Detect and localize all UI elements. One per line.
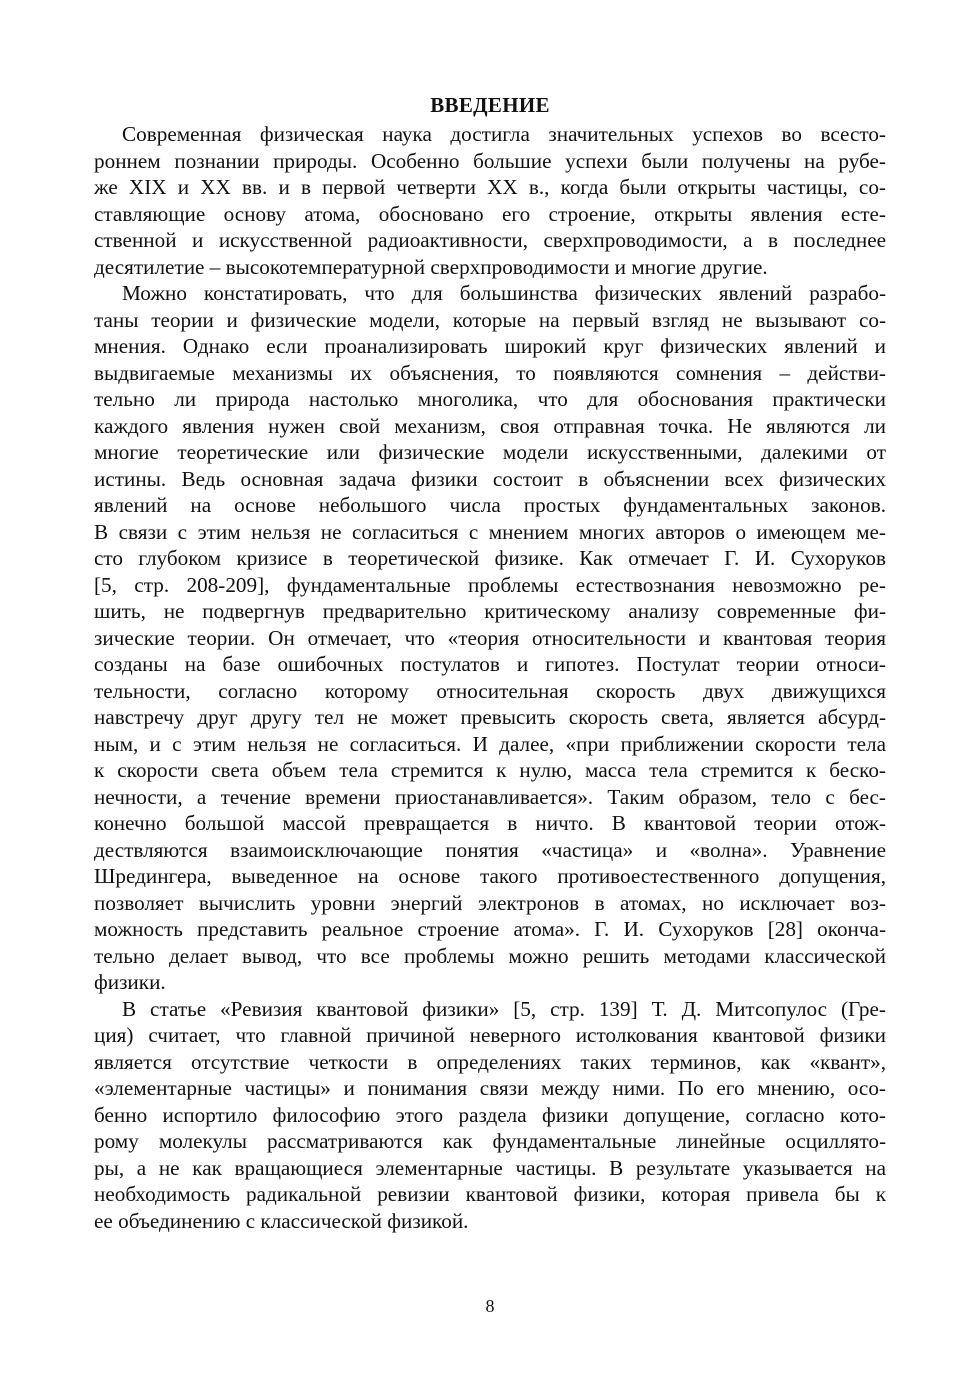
text-line: тельности, согласно которому относительная скорость двух движущихся <box>94 678 886 703</box>
text-line: сто глубоком кризисе в теоретической физике. Как отмечает Г. И. Сухоруков <box>94 546 886 570</box>
text-line: каждого явления нужен свой механизм, своя отправная точка. Не являются ли <box>94 413 886 438</box>
text-line: В связи с этим нельзя не согласиться с мнением многих авторов о имеющем ме- <box>94 519 886 544</box>
text-line: тельно делает вывод, что все проблемы можно решить методами классической <box>94 943 886 968</box>
text-line: позволяет вычислить уровни энергий электронов в атомах, но исключает воз- <box>94 890 886 915</box>
text-line: В статье «Ревизия квантовой физики» [5, стр. 139] Т. Д. Митсопулос (Гре- <box>122 996 886 1021</box>
page-title: ВВЕДЕНИЕ <box>430 93 550 117</box>
text-line: явлений на основе небольшого числа простых фундаментальных законов. <box>94 493 886 517</box>
text-line: является отсутствие четкости в определениях таких терминов, как «квант», <box>94 1049 886 1074</box>
text-line: «элементарные частицы» и понимания связи между ними. По его мнению, осо- <box>94 1076 886 1100</box>
text-line: Современная физическая наука достигла значительных успехов во всесто- <box>122 122 886 146</box>
text-line: нечности, а течение времени приостанавливается». Таким образом, тело с бес- <box>94 784 886 809</box>
text-line: рому молекулы рассматриваются как фундаментальные линейные осциллято- <box>94 1129 886 1153</box>
paragraph <box>94 280 886 996</box>
text-line: десятилетие – высокотемпературной сверхпроводимости и многие другие. <box>94 254 768 279</box>
text-line: дествляются взаимоисключающие понятия «частица» и «волна». Уравнение <box>94 837 886 862</box>
text-line: можность представить реальное строение атома». Г. И. Сухоруков [28] оконча- <box>94 917 886 941</box>
text-line: зические теории. Он отмечает, что «теория относительности и квантовая теория <box>94 625 886 650</box>
text-line: ция) считает, что главной причиной неверного истолкования квантовой физики <box>94 1023 886 1047</box>
text-line: мнения. Однако если проанализировать широкий круг физических явлений и <box>94 334 886 358</box>
text-line: Шредингера, выведенное на основе такого противоестественного допущения, <box>94 864 886 888</box>
page-number: 8 <box>485 1296 495 1316</box>
document-page <box>94 92 886 1234</box>
text-line: к скорости света объем тела стремится к нулю, масса тела стремится к беско- <box>94 758 886 782</box>
text-line: таны теории и физические модели, которые на первый взгляд не вызывают со- <box>94 307 886 332</box>
text-line: необходимость радикальной ревизии квантовой физики, которая привела бы к <box>94 1182 886 1206</box>
text-line: навстречу друг другу тел не может превысить скорость света, является абсурд- <box>94 705 886 729</box>
text-line: Можно констатировать, что для большинства физических явлений разрабо- <box>122 281 886 305</box>
text-line: бенно испортило философию этого раздела физики допущение, согласно кото- <box>94 1102 886 1127</box>
text-line: ее объединению с классической физикой. <box>94 1208 469 1233</box>
text-line: многие теоретические или физические модели искусственными, далекими от <box>94 440 886 464</box>
text-line: созданы на базе ошибочных постулатов и гипотез. Постулат теории относи- <box>94 652 886 676</box>
text-line: конечно большой массой превращается в ничто. В квантовой теории отож- <box>94 811 886 835</box>
text-line: истины. Ведь основная задача физики состоит в объяснении всех физических <box>94 466 886 491</box>
text-line: ры, а не как вращающиеся элементарные частицы. В результате указывается на <box>94 1155 886 1180</box>
paragraph <box>94 121 886 280</box>
text-line: тельно ли природа настолько многолика, что для обоснования практически <box>94 387 886 411</box>
text-line: выдвигаемые механизмы их объяснения, то появляются сомнения – действи- <box>94 360 886 385</box>
paragraph <box>94 996 886 1235</box>
text-line: ным, и с этим нельзя не согласиться. И далее, «при приближении скорости тела <box>94 731 886 756</box>
text-line: физики. <box>94 970 166 994</box>
text-line: ственной и искусственной радиоактивности, сверхпроводимости, а в последнее <box>94 228 886 252</box>
text-line: [5, стр. 208-209], фундаментальные проблемы естествознания невозможно ре- <box>94 572 886 597</box>
text-line: шить, не подвергнув предварительно критическому анализу современные фи- <box>94 599 886 623</box>
text-line: роннем познании природы. Особенно большие успехи были получены на рубе- <box>94 148 886 173</box>
body-text <box>94 121 886 1234</box>
text-line: же XIX и XX вв. и в первой четверти XX в., когда были открыты частицы, со- <box>94 175 886 199</box>
text-line: ставляющие основу атома, обосновано его строение, открыты явления есте- <box>94 201 886 226</box>
